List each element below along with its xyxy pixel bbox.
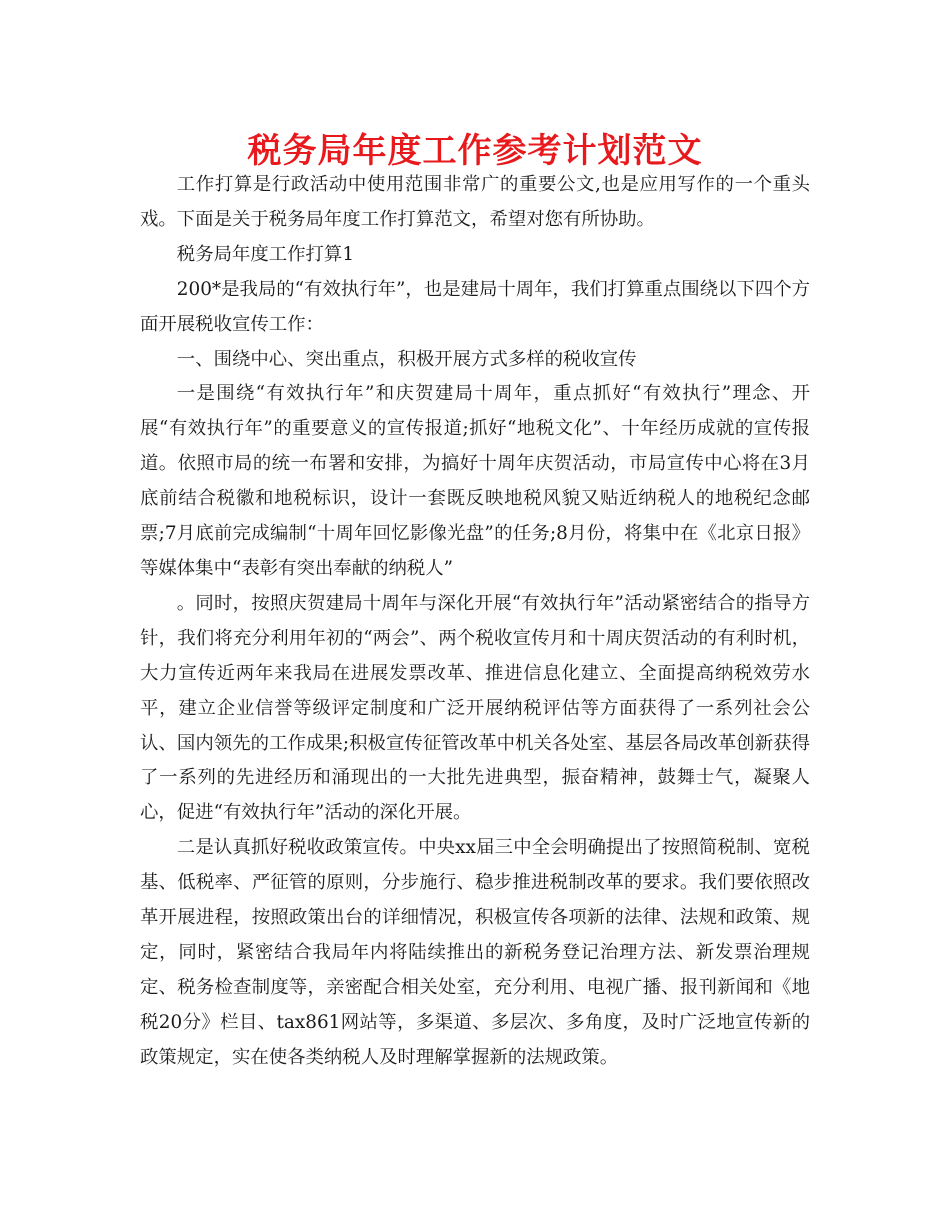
paragraph-point-two: 二是认真抓好税收政策宣传。中央xx届三中全会明确提出了按照简税制、宽税基、低税率、严征管的原则，分步施行、稳步推进税制改革的要求。我们要依照改革开展进程，按照政策出台的详细情况，积极宣传各项新的法律、法规和政策、规定，同时，紧密结合我局年内将陆续推出的新税务登记治理方法、新发票治理规定、税务检查制度等，亲密配合相关处室，充分利用、电视广播、报刊新闻和《地税20分》栏目、tax861网站等，多渠道、多层次、多角度，及时广泛地宣传新的政策规定，实在使各类纳税人及时理解掌握新的法规政策。 [140,837,810,1068]
paragraph-point-one: 一是围绕“有效执行年”和庆贺建局十周年，重点抓好“有效执行”理念、开展“有效执行年”的重要意义的宣传报道;抓好“地税文化”、十年经历成就的宣传报道。依照市局的统一布署和安排，为搞好十周年庆贺活动，市局宣传中心将在3月底前结合税徽和地税标识，设计一套既反映地税风貌又贴近纳税人的地税纪念邮票;7月底前完成编制“十周年回忆影像光盘”的任务;8月份，将集中在《北京日报》等媒体集中“表彰有突出奉献的纳税人” [140,383,810,579]
paragraph-intro: 工作打算是行政活动中使用范围非常广的重要公文,也是应用写作的一个重头戏。下面是关于税务局年度工作打算范文，希望对您有所协助。 [140,174,810,230]
document-body [140,168,810,1076]
paragraph-subtitle: 税务局年度工作打算1 [176,243,355,265]
paragraph-section-heading: 一、围绕中心、突出重点，积极开展方式多样的税收宣传 [176,348,637,370]
paragraph-overview: 200*是我局的“有效执行年”，也是建局十周年，我们打算重点围绕以下四个方面开展税收宣传工作： [140,278,811,335]
paragraph-point-one-continued: 。同时，按照庆贺建局十周年与深化开展“有效执行年”活动紧密结合的指导方针，我们将充分利用年初的“两会”、两个税收宣传月和十周庆贺活动的有利时机，大力宣传近两年来我局在进展发票改革、推进信息化建立、全面提高纳税效劳水平，建立企业信誉等级评定制度和广泛开展纳税评估等方面获得了一系列社会公认、国内领先的工作成果;积极宣传征管改革中机关各处室、基层各局改革创新获得了一系列的先进经历和涌现出的一大批先进典型，振奋精神，鼓舞士气，凝聚人心，促进“有效执行年”活动的深化开展。 [140,592,810,824]
document-title: 税务局年度工作参考计划范文 [247,131,703,171]
